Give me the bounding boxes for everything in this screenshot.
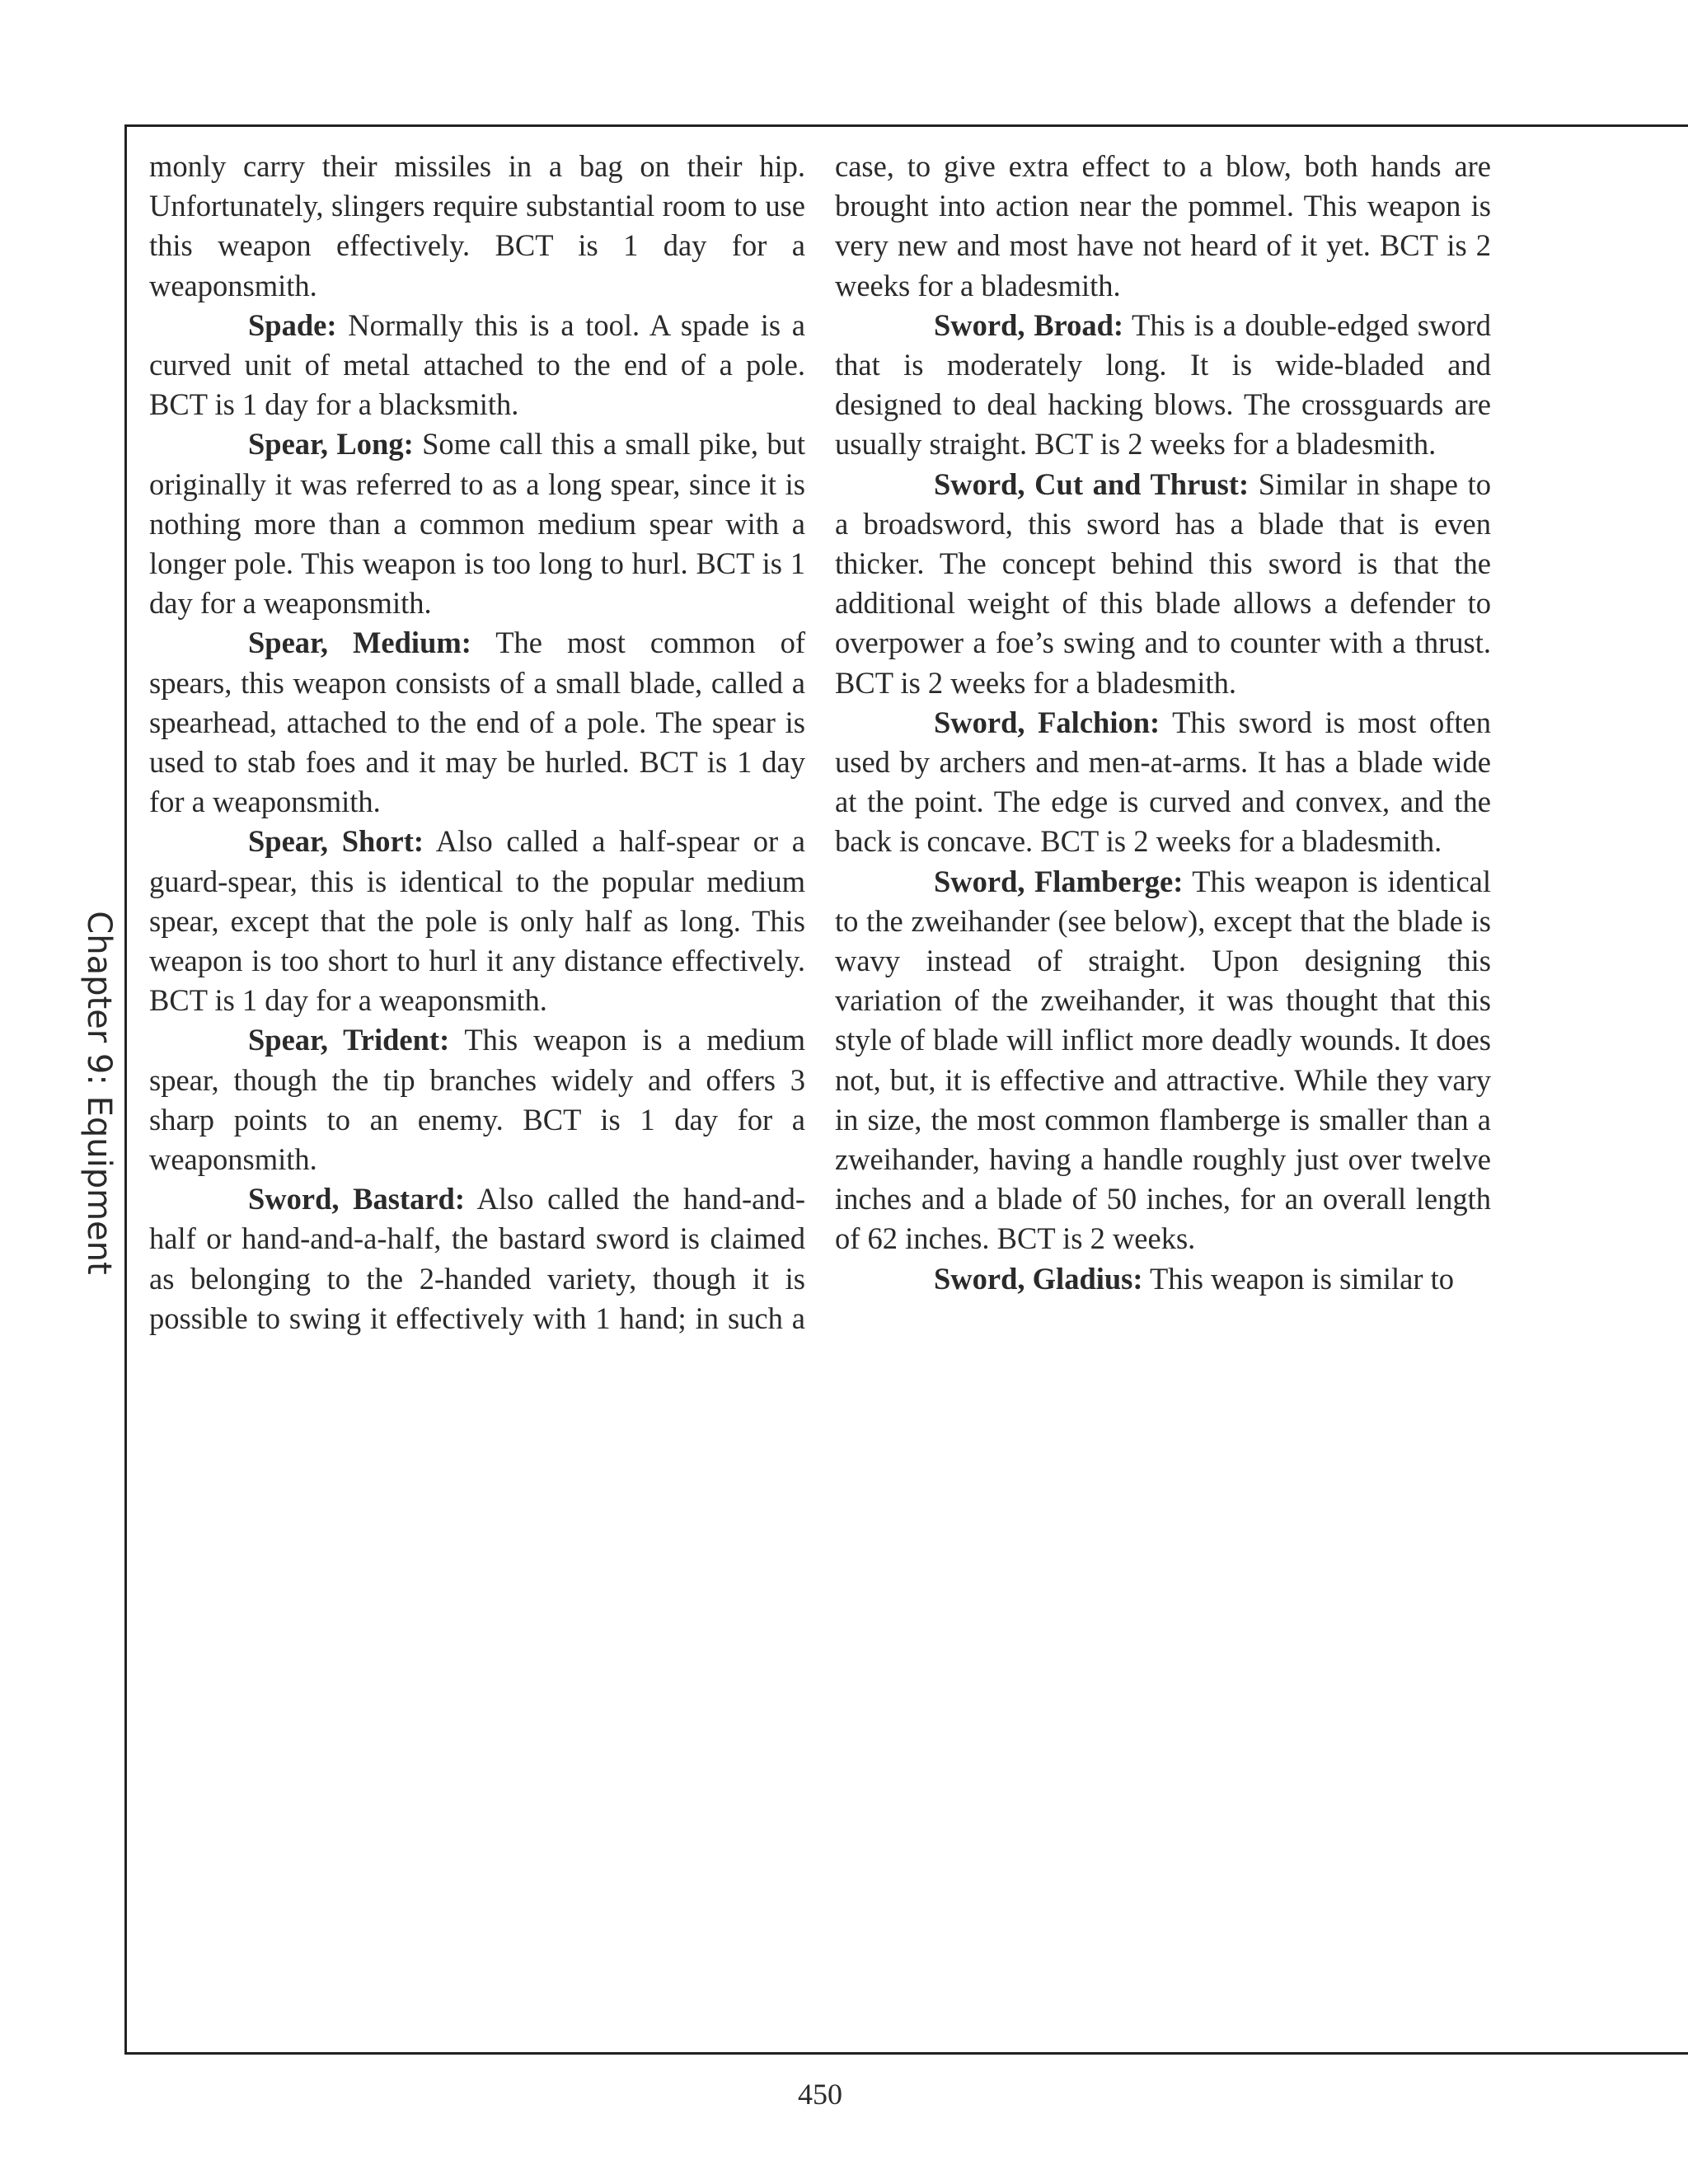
entry-term: Spear, Trident: — [248, 1023, 450, 1057]
entry-term: Sword, Broad: — [934, 307, 1124, 342]
entry-sword-bastard — [149, 1179, 805, 1338]
entry-text: This sword is most often used by archers and men-at-arms. It has a blade wide at the point. The edge is curved and convex, and the back is concave. BCT is 2 weeks for a bladesmith. — [835, 705, 1491, 859]
entry-sword-cut-and-thrust — [835, 465, 1491, 703]
entry-text: This weapon is similar to — [1142, 1261, 1455, 1296]
entry-term: Sword, Gladius: — [934, 1261, 1143, 1296]
entry-text: Also called the hand-and-half or hand-and-a-half, the bastard sword is claimed as belonging to the 2-handed variety, though it is possible to swing it effectively with 1 hand; in such a — [149, 1182, 805, 1335]
entry-term: Sword, Flamberge: — [934, 864, 1184, 898]
entry-sword-gladius — [835, 1259, 1491, 1299]
entry-spear-medium — [149, 623, 805, 822]
entry-spade — [149, 306, 805, 425]
entry-sword-broad — [835, 306, 1491, 465]
left-continuation: monly carry their missiles in a bag on their hip. Unfortunately, slingers require substantial room to use this weapon effectively. BCT is 1 day for a weaponsmith. — [149, 149, 805, 302]
entry-term: Sword, Cut and Thrust: — [934, 466, 1250, 501]
left-column — [149, 147, 805, 1338]
entry-term: Spear, Short: — [248, 824, 424, 859]
entry-spear-long — [149, 424, 805, 623]
entry-spear-short — [149, 822, 805, 1020]
entry-text: Some call this a small pike, but originally it was referred to as a long spear, since it is nothing more than a common medium spear with a longer pole. This weapon is too long to hurl. BCT is 1 day for a weaponsmith. — [149, 427, 805, 621]
entry-text: The most common of spears, this weapon consists of a small blade, called a spearhead, attached to the end of a pole. The spear is used to stab foes and it may be hurled. BCT is 1 day for a weaponsmith. — [149, 626, 805, 819]
entry-text: This weapon is a medium spear, though the tip branches widely and offers 3 sharp points to an enemy. BCT is 1 day for a weaponsmith. — [149, 1023, 805, 1177]
entry-text: Also called a half-spear or a guard-spear, this is identical to the popular medium spear, except that the pole is only half as long. This weapon is too short to hurl it any distance effectively. BCT is 1 day for a weaponsmith. — [149, 824, 805, 1018]
entry-term: Spear, Long: — [248, 427, 414, 462]
entry-sword-flamberge — [835, 862, 1491, 1259]
page-number: 450 — [798, 2078, 842, 2111]
entry-term: Sword, Bastard: — [248, 1182, 465, 1216]
entry-text: Similar in shape to a broadsword, this sword has a blade that is even thicker. The concept behind this sword is that the additional weight of this blade allows a defender to overpower a foe’s swing and to counter with a thrust. BCT is 2 weeks for a bladesmith. — [835, 466, 1492, 700]
entry-sword-falchion — [835, 703, 1491, 862]
right-column — [835, 147, 1491, 1299]
entry-spear-trident — [149, 1020, 805, 1179]
entry-term: Spade: — [248, 307, 337, 342]
chapter-side-label: Chapter 9: Equipment — [80, 911, 118, 1275]
entry-text: Normally this is a tool. A spade is a curved unit of metal attached to the end of a pole. BCT is 1 day for a blacksmith. — [149, 307, 805, 422]
entry-term: Spear, Medium: — [248, 626, 471, 660]
right-continuation: case, to give extra effect to a blow, both hands are brought into action near the pommel. This weapon is very new and most have not heard of it yet. BCT is 2 weeks for a bladesmith. — [835, 149, 1491, 302]
entry-term: Sword, Falchion: — [934, 705, 1160, 739]
entry-text: This weapon is identical to the zweihander (see below), except that the blade is wavy instead of straight. Upon designing this variation of the zweihander, it was thought that this style of blade will inflict more deadly wounds. It does not, but, it is effective and attractive. While they vary in size, the most common flamberge is smaller than a zweihander, having a handle roughly just over twelve inches and a blade of 50 inches, for an overall length of 62 inches. BCT is 2 weeks. — [835, 864, 1491, 1256]
entry-text: This is a double-edged sword that is moderately long. It is wide-bladed and designed to deal hacking blows. The crossguards are usually straight. BCT is 2 weeks for a bladesmith. — [835, 307, 1491, 462]
